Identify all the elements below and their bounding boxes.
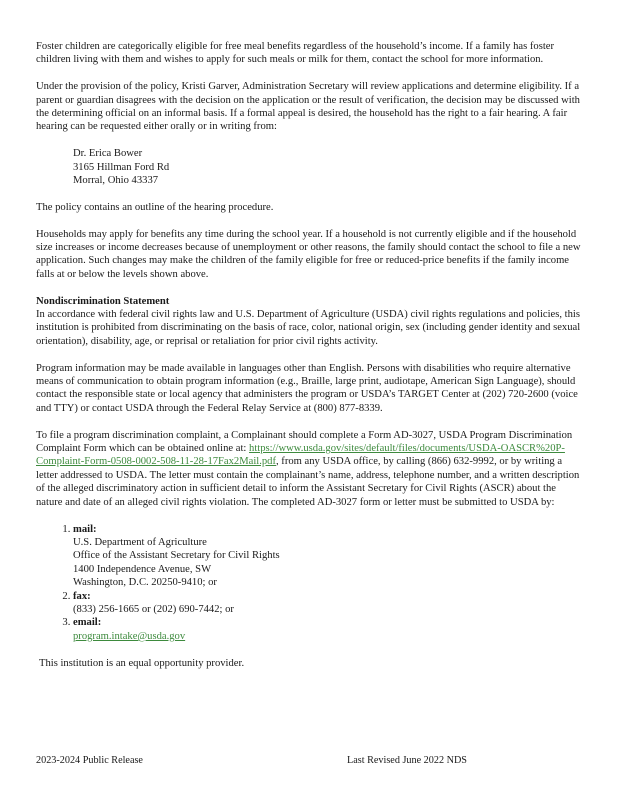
policy-provision-paragraph: Under the provision of the policy, Kristi Garver, Administration Secretary will review applications and determine eligibility. If a parent or guardian disagrees with the decision on the application or the result of verification, the decision may be discussed with the determining official on an informal basis. If a formal appeal is desired, the household has the right to a fair hearing. A fair hearing can be requested either orally or in writing from: [36,81,580,133]
nondiscrimination-section [36,295,584,349]
program-info-paragraph: Program information may be made available in languages other than English. Persons with disabilities who require alternative means of communication to obtain program information (e.g., Braille, large print, audiotape, American Sign Language), should contact the responsible state or local agency that administers the program or USDA’s TARGET Center at (202) 720-2600 (voice and TTY) or contact USDA through the Federal Relay Service at (800) 877-8339. [36,362,578,414]
complaint-text-after-link: , from any USDA office, by calling (866) 632-9992, or by writing a letter addressed to USDA. The letter must contain the complainant’s name, address, telephone number, and a written description of the alleged discriminatory action in sufficient detail to inform the Assistant Secretary for Civil Rights (ASCR) about the nature and date of an alleged civil rights violation. The completed AD-3027 form or letter must be submitted to USDA by: [36,456,580,508]
mail-line: 1400 Independence Avenue, SW [73,563,212,575]
mail-line: Office of the Assistant Secretary for Civil Rights [73,550,280,562]
footer-release: 2023-2024 Public Release [36,755,143,766]
email-link[interactable]: program.intake@usda.gov [73,630,186,642]
policy-outline-paragraph: The policy contains an outline of the hearing procedure. [36,201,274,213]
complaint-text-before-link: To file a program discrimination complaint, a Complainant should complete a Form AD-3027, USDA Program Discrimination Complaint Form which can be obtained online at: [36,429,573,455]
fax-numbers: (833) 256-1665 or (202) 690-7442; or [73,603,234,615]
mail-label: 1. mail: [73,523,97,535]
email-label: 3. email: [73,617,102,629]
complaint-form-link[interactable]: https://www.usda.gov/sites/default/files/documents/USDA-OASCR%20P-Complaint-Form-0508-0002-508-11-28-17Fax2Mail.pdf [36,443,565,468]
submit-method-mail [73,523,584,590]
submit-method-email [73,616,584,643]
official-city: Morral, Ohio 43337 [73,175,159,187]
hearing-official-address [73,147,584,187]
complaint-paragraph [36,429,584,509]
document-page [36,40,584,670]
nondiscrimination-intro: In accordance with federal civil rights law and U.S. Department of Agriculture (USDA) civil rights regulations and policies, this institution is prohibited from discriminating on the basis of race, color, national origin, sex (including gender identity and sexual orientation), disability, age, or reprisal or retaliation for prior civil rights activity. [36,309,581,347]
submit-method-fax [73,590,584,617]
official-street: 3165 Hillman Ford Rd [73,161,170,173]
mail-line: U.S. Department of Agriculture [73,536,207,548]
footer-revised: Last Revised June 2022 NDS [347,755,467,766]
apply-anytime-paragraph: Households may apply for benefits any time during the school year. If a household is not currently eligible and if the household size increases or income decreases because of unemployment or other reasons, the family should contact the school to file a new application. Such changes may make the children of the family eligible for free or reduced-price benefits if the family income falls at or below the levels shown above. [36,228,581,280]
submission-methods-list [36,523,584,644]
nondiscrimination-heading: Nondiscrimination Statement [36,295,170,307]
mail-line: Washington, D.C. 20250-9410; or [73,577,217,589]
equal-opportunity-statement: This institution is an equal opportunity provider. [39,657,245,669]
fax-label: 2. fax: [73,590,91,602]
foster-children-paragraph: Foster children are categorically eligible for free meal benefits regardless of the household’s income. If a family has foster children living with them and wishes to apply for such meals or milk for them, contact the school for more information. [36,41,555,66]
official-name: Dr. Erica Bower [73,148,143,160]
